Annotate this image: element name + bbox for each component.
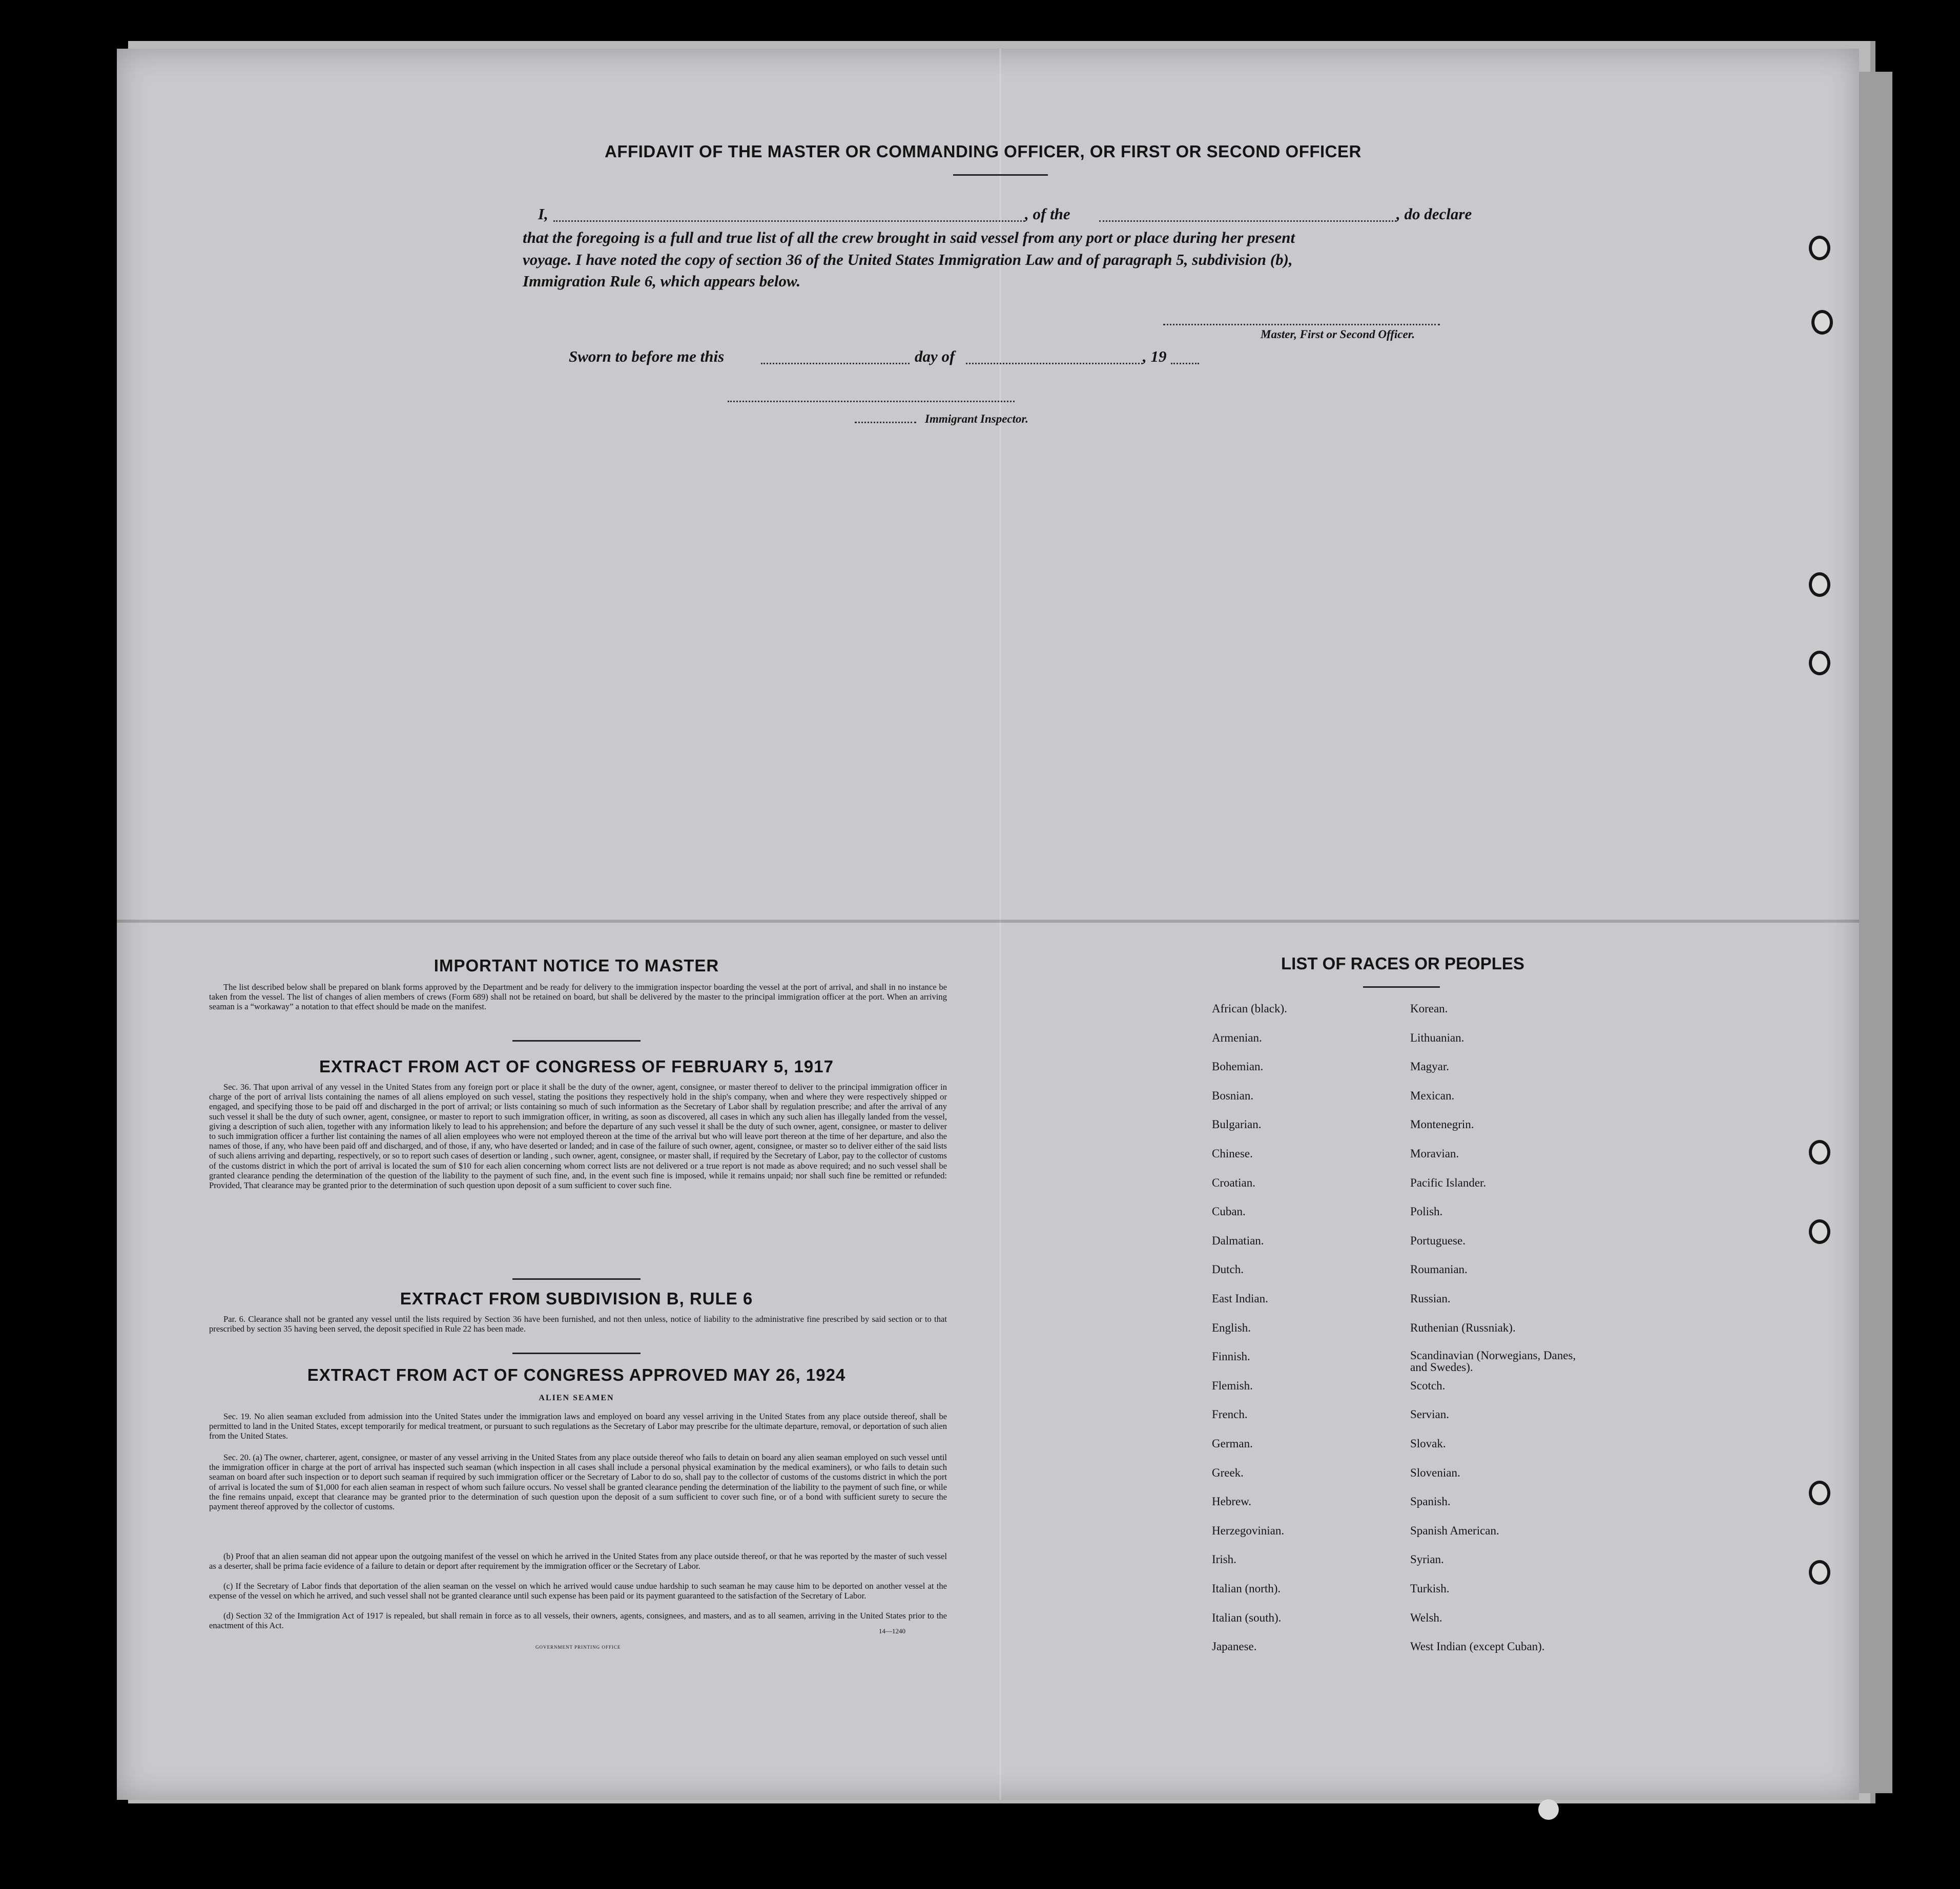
race-item: Italian (south).: [1212, 1611, 1282, 1624]
race-item: German.: [1212, 1437, 1253, 1450]
sec19-text: Sec. 19. No alien seaman excluded from admission into the United States under the immigration laws and employed on board any vessel arriving in the United States from any place outside thereof, shall be permitted to land in the United States, except temporarily for medical treatment, or pursuant to such regulations as the Secretary of Labor may prescribe for the ultimate departure, removal, or deportation of such alien from the United States.: [209, 1411, 947, 1441]
race-item: Roumanian.: [1410, 1263, 1468, 1276]
race-item: Moravian.: [1410, 1147, 1459, 1160]
race-item: Bosnian.: [1212, 1089, 1254, 1102]
extract-1924-title: EXTRACT FROM ACT OF CONGRESS APPROVED MAY 26, 1924: [307, 1365, 846, 1384]
month-blank[interactable]: [966, 363, 1143, 364]
notice-text: The list described below shall be prepared on blank forms approved by the Department and be ready for delivery to the immigration inspector boarding the vessel at the port of arrival, and shall in no instance be taken from the vessel. The list of changes of alien members of crews (Form 689) shall not be retained on board, but shall be delivered by the master to the principal immigration officer at the port. When an arriving seaman is a “workaway” a notation to that effect should be made on the manifest.: [209, 982, 947, 1012]
extract-1917-text: Sec. 36. That upon arrival of any vessel in the United States from any foreign port or place it shall be the duty of the owner, agent, consignee, or master thereof to deliver to the principal immigration officer in charge of the port of arrival lists containing the names of all aliens employed on such vessel, stating the positions they respectively hold in the ship's company, when and where they were respectively shipped or engaged, and specifying those to be paid off and discharged in the port of arrival; or lists containing so much of such information as the Secretary of Labor shall by regulation prescribe; and after the arrival of any such vessel it shall be the duty of such owner, agent, consignee, or master to report to such immigration officer, in writing, as soon as discovered, all cases in which any such alien has illegally landed from the vessel, giving a description of such alien, together with any information likely to lead to his apprehension; and before the departure of any such vessel it shall be the duty of such owner, agent, consignee, or master to deliver to such immigration officer a further list containing the names of all alien employees who were not employed thereon at the time of the arrival but who will leave port thereon at the time of her departure, and also the names of those, if any, who have been paid off and discharged, and of those, if any, who have deserted or landed; and in case of the failure of such owner, agent, consignee, or master so to deliver either of the said lists of such aliens arriving and departing, respectively, or so to report such cases of desertion or landing , such owner, agent, consignee, or master shall, if required by the Secretary of Labor, pay to the collector of customs of the customs district in which the port of arrival is located the sum of $10 for each alien concerning whom correct lists are not delivered or a true report is not made as above required; and no such vessel shall be granted clearance pending the determination of the question of the liability to the payment of such fine, and, in the event such fine is imposed, while it remains unpaid; nor shall such fine be remitted or refunded: Provided, That clearance may be granted prior to the determination of such question upon deposit of a sum sufficient to cover such fine.: [209, 1082, 947, 1191]
sec20c-text: (c) If the Secretary of Labor finds that deportation of the alien seaman on the vessel on which he arrived would cause undue hardship to such seaman he may cause him to be deported on another vessel at the expense of the vessel on which he arrived, and such vessel shall not be granted clearance until such expense has been paid or its payment guaranteed to the satisfaction of the Secretary of Labor.: [209, 1581, 947, 1601]
inspector-signature-line[interactable]: [728, 401, 1015, 402]
race-item: Scandinavian (Norwegians, Danes, and Swedes).: [1410, 1349, 1576, 1374]
rule6-text: Par. 6. Clearance shall not be granted any vessel until the lists required by Section 36 have been furnished, and not then unless, notice of liability to the administrative fine prescribed by said section or to that prescribed by section 35 having been served, the deposit specified in Rule 22 has been made.: [209, 1314, 947, 1334]
race-item: Herzegovinian.: [1212, 1524, 1285, 1537]
printer-mark: GOVERNMENT PRINTING OFFICE: [535, 1645, 621, 1650]
affidavit-title: AFFIDAVIT OF THE MASTER OR COMMANDING OFFICER, OR FIRST OR SECOND OFFICER: [605, 142, 1361, 161]
race-item: Ruthenian (Russniak).: [1410, 1321, 1516, 1334]
race-item: Spanish.: [1410, 1495, 1451, 1508]
horizontal-fold: [117, 920, 1859, 923]
race-item: East Indian.: [1212, 1292, 1268, 1305]
affidavit-line2: that the foregoing is a full and true list of all the crew brought in said vessel from any port or place during her present: [523, 229, 1295, 246]
alien-seamen-subtitle: ALIEN SEAMEN: [539, 1394, 614, 1402]
race-item: Scotch.: [1410, 1379, 1446, 1392]
race-item: Italian (north).: [1212, 1582, 1281, 1595]
punch-hole: [1809, 1481, 1830, 1505]
punch-hole: [1809, 651, 1830, 675]
affidavit-i: I,: [538, 205, 548, 223]
sec20b-text: (b) Proof that an alien seaman did not appear upon the outgoing manifest of the vessel on which he arrived in the United States from any place outside thereof, or that he was reported by the master of such vessel as a deserter, shall be prima facie evidence of a failure to detain or deport after requirement by the immigration officer or the Secretary of Labor.: [209, 1551, 947, 1571]
race-item: Welsh.: [1410, 1611, 1442, 1624]
vessel-blank[interactable]: [1099, 220, 1396, 222]
races-title: LIST OF RACES OR PEOPLES: [1281, 954, 1524, 973]
race-item: Japanese.: [1212, 1640, 1257, 1653]
punch-hole: [1809, 572, 1830, 597]
race-item: Slovenian.: [1410, 1466, 1460, 1479]
race-item: Armenian.: [1212, 1031, 1262, 1044]
race-item: Croatian.: [1212, 1176, 1255, 1189]
form-number: 14—1240: [879, 1627, 905, 1635]
vertical-fold: [999, 49, 1001, 1800]
race-item: Finnish.: [1212, 1350, 1250, 1363]
divider: [512, 1040, 641, 1042]
race-item: African (black).: [1212, 1002, 1287, 1015]
race-item: Spanish American.: [1410, 1524, 1499, 1537]
race-item: Chinese.: [1212, 1147, 1253, 1160]
sworn-day-of: day of: [915, 347, 955, 365]
document-page: [117, 49, 1859, 1800]
rule6-title: EXTRACT FROM SUBDIVISION B, RULE 6: [400, 1289, 753, 1308]
race-item: Polish.: [1410, 1205, 1443, 1218]
race-item: Irish.: [1212, 1553, 1236, 1566]
race-item: Magyar.: [1410, 1060, 1450, 1073]
race-item: Turkish.: [1410, 1582, 1450, 1595]
race-item: West Indian (except Cuban).: [1410, 1640, 1545, 1653]
race-item: Dutch.: [1212, 1263, 1244, 1276]
race-item: Slovak.: [1410, 1437, 1446, 1450]
race-item: Pacific Islander.: [1410, 1176, 1487, 1189]
sec20d-text: (d) Section 32 of the Immigration Act of 1917 is repealed, but shall remain in force as to all vessels, their owners, agents, consignees, and masters, and as to all seamen, arriving in the United States prior to the enactment of this Act.: [209, 1611, 947, 1631]
races-underline: [1363, 986, 1440, 988]
officer-signature-line[interactable]: [1163, 324, 1440, 325]
punch-hole: [1809, 1560, 1830, 1585]
race-item: French.: [1212, 1408, 1248, 1421]
affidavit-line3: voyage. I have noted the copy of section 36 of the United States Immigration Law and of paragraph 5, subdivision (b),: [523, 251, 1293, 268]
extract-1917-title: EXTRACT FROM ACT OF CONGRESS OF FEBRUARY 5, 1917: [319, 1057, 834, 1076]
sec20a-text: Sec. 20. (a) The owner, charterer, agent, consignee, or master of any vessel arriving in the United States from any place outside thereof who fails to detain on board any alien seaman employed on such vessel until the immigration officer in charge at the port of arrival has inspected such seaman (which inspection in all cases shall include a personal physical examination by the medical examiners), or who fails to detain such seaman on board after such inspection or to deport such seaman if required by such immigration officer or the Secretary of Labor to do so, shall pay to the collector of customs of the customs district in which the port of arrival is located the sum of $1,000 for each alien seaman in respect of whom such failure occurs. No vessel shall be granted clearance pending the determination of the liability to the payment of such fine, or while the fine remains unpaid, except that clearance may be granted prior to the determination of such question upon the deposit of a sum sufficient to cover such fine, or of a bond with sufficient surety to secure the payment thereof approved by the collector of customs.: [209, 1452, 947, 1512]
race-item: Hebrew.: [1212, 1495, 1252, 1508]
race-item: Bohemian.: [1212, 1060, 1264, 1073]
officer-caption: Master, First or Second Officer.: [1261, 328, 1415, 341]
inspector-caption: Immigrant Inspector.: [925, 412, 1028, 425]
affidavit-of-the: , of the: [1025, 205, 1070, 223]
race-item: Lithuanian.: [1410, 1031, 1464, 1044]
race-item: Russian.: [1410, 1292, 1451, 1305]
sworn-text: Sworn to before me this: [569, 347, 725, 365]
title-underline: [953, 174, 1048, 176]
punch-hole: [1809, 1219, 1830, 1244]
race-item: Korean.: [1410, 1002, 1448, 1015]
race-item: Greek.: [1212, 1466, 1244, 1479]
race-item: Cuban.: [1212, 1205, 1246, 1218]
race-item: Bulgarian.: [1212, 1118, 1262, 1131]
race-item: English.: [1212, 1321, 1251, 1334]
race-item: Montenegrin.: [1410, 1118, 1474, 1131]
race-item: Mexican.: [1410, 1089, 1455, 1102]
affidavit-line4: Immigration Rule 6, which appears below.: [523, 272, 801, 290]
race-item: Syrian.: [1410, 1553, 1444, 1566]
sworn-year: , 19: [1143, 347, 1167, 365]
race-item: Portuguese.: [1410, 1234, 1466, 1247]
day-blank[interactable]: [761, 363, 910, 364]
race-item: Dalmatian.: [1212, 1234, 1264, 1247]
name-blank[interactable]: [553, 220, 1025, 222]
inspector-lead-dots: [855, 422, 916, 423]
year-blank[interactable]: [1171, 363, 1199, 364]
punch-hole: [1811, 310, 1833, 335]
divider: [512, 1353, 641, 1354]
page-edge-strip: [1855, 72, 1892, 1793]
divider: [512, 1278, 641, 1280]
affidavit-declare: , do declare: [1396, 205, 1472, 223]
scan-dot: [1538, 1799, 1559, 1820]
race-item: Flemish.: [1212, 1379, 1253, 1392]
notice-title: IMPORTANT NOTICE TO MASTER: [434, 956, 719, 975]
punch-hole: [1809, 1140, 1830, 1165]
race-item: Servian.: [1410, 1408, 1450, 1421]
punch-hole: [1809, 236, 1830, 260]
